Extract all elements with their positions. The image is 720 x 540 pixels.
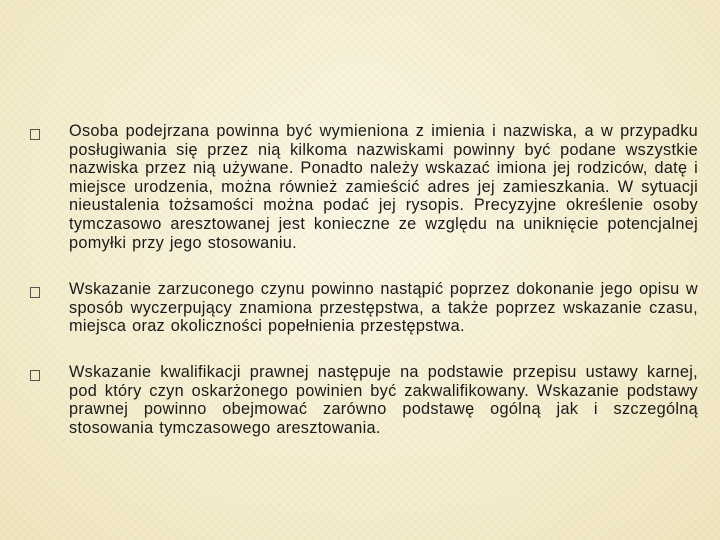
bullet-list — [30, 122, 698, 437]
bullet-text: Wskazanie kwalifikacji prawnej następuje na podstawie przepisu ustawy karnej, pod który czyn oskarżonego powinien być zakwalifikowany. Wskazanie podstawy prawnej powinno obejmować zarówno podstawę ogólną jak i szczególną stosowania tymczasowego aresztowania. — [69, 362, 698, 437]
bullet-item — [30, 363, 698, 437]
bullet-text: Osoba podejrzana powinna być wymieniona z imienia i nazwiska, a w przypadku posługiwania się przez nią kilkoma nazwiskami powinny być podane wszystkie nazwiska przez nią używane. Ponadto należy wskazać imiona jej rodziców, datę i miejsce urodzenia, można również zamieścić adres jej zamieszkania. W sytuacji nieustalenia tożsamości można podać jej rysopis. Precyzyjne określenie osoby tymczasowo aresztowanej jest konieczne ze względu na uniknięcie potencjalnej pomyłki przy jego stosowaniu. — [69, 122, 698, 252]
bullet-item — [30, 280, 698, 336]
checkbox-square-icon — [30, 370, 40, 381]
checkbox-square-icon — [30, 287, 40, 298]
bullet-item — [30, 122, 698, 252]
bullet-text: Wskazanie zarzuconego czynu powinno nastąpić poprzez dokonanie jego opisu w sposób wyczerpujący znamiona przestępstwa, a także poprzez wskazanie czasu, miejsca oraz okoliczności popełnienia przestępstwa. — [69, 280, 698, 336]
checkbox-square-icon — [30, 129, 40, 140]
